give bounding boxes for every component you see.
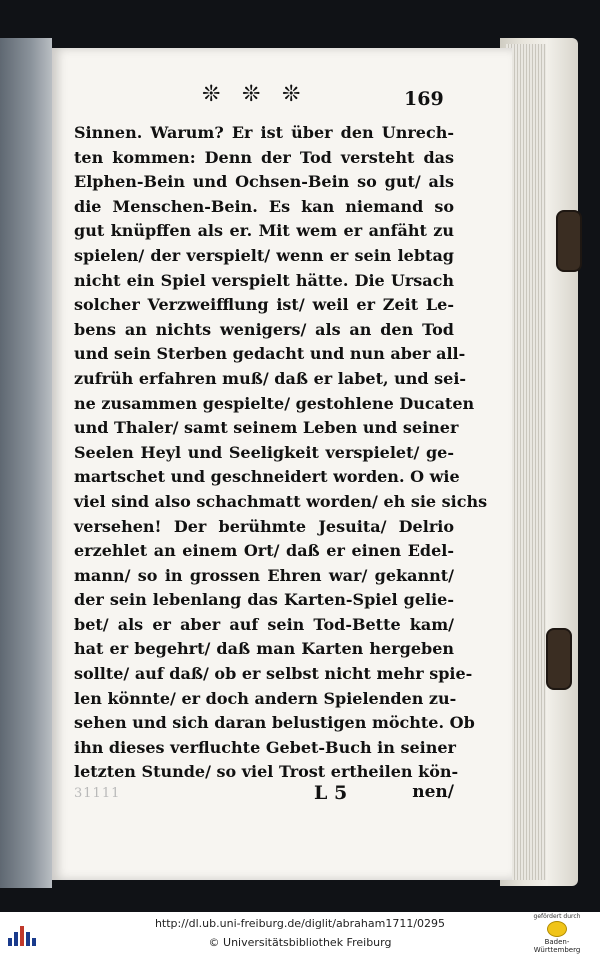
page-header xyxy=(52,82,512,112)
clasp-upper xyxy=(556,210,582,272)
text-line: martschet und geschneidert worden. O wie xyxy=(74,467,460,487)
text-line: hat er begehrt/ daß man Karten hergeben xyxy=(74,639,454,659)
ornament-icon: ❊ xyxy=(282,82,301,107)
text-line: spielen/ der verspielt/ wenn er sein lebtag xyxy=(74,245,454,265)
text-line: der sein lebenlang das Karten-Spiel gelie- xyxy=(74,590,454,610)
front-cover xyxy=(0,38,52,888)
text-line: ten kommen: Denn der Tod versteht das xyxy=(74,147,454,167)
book-page xyxy=(52,48,512,880)
text-line: letzten Stunde/ so viel Trost ertheilen kön- xyxy=(74,762,459,782)
text-line: solcher Verzweifflung ist/ weil er Zeit Le- xyxy=(74,295,454,315)
state-seal-icon xyxy=(547,921,567,937)
clasp-lower xyxy=(546,628,572,690)
catchword: nen/ xyxy=(412,782,454,802)
text-line: bens an nichts wenigers/ als an den Tod xyxy=(74,319,454,339)
page-edges xyxy=(506,44,546,880)
text-line: mann/ so in grossen Ehren war/ gekannt/ xyxy=(74,565,454,585)
text-line: len könnte/ er doch andern Spielenden zu- xyxy=(74,688,457,708)
ornament-icon: ❊ xyxy=(242,82,261,107)
signature-mark: L 5 xyxy=(314,782,348,804)
text-line: und sein Sterben gedacht und nun aber all- xyxy=(74,344,466,364)
text-line: nicht ein Spiel verspielt hätte. Die Ursach xyxy=(74,270,454,290)
text-line: sollte/ auf daß/ ob er selbst nicht mehr spie- xyxy=(74,664,473,684)
ornament-icon: ❊ xyxy=(202,82,221,107)
page-text xyxy=(74,121,488,785)
text-line: viel sind also schachmatt worden/ eh sie sichs xyxy=(74,491,488,511)
faint-mark: 31111 xyxy=(74,786,121,801)
text-line: sehen und sich daran belustigen möchte. Ob xyxy=(74,713,475,733)
permalink-url[interactable]: http://dl.ub.uni-freiburg.de/diglit/abraham1711/0295 xyxy=(154,917,446,930)
text-line: erzehlet an einem Ort/ daß er einen Edel- xyxy=(74,541,454,561)
text-line: ne zusammen gespielte/ gestohlene Ducaten xyxy=(74,393,475,413)
text-line: die Menschen-Bein. Es kan niemand so xyxy=(74,196,454,216)
copyright-text: © Universitätsbibliothek Freiburg xyxy=(208,936,392,949)
page-footer xyxy=(74,782,454,808)
text-line: zufrüh erfahren muß/ daß er labet, und sei- xyxy=(74,368,467,388)
text-line: gut knüpffen als er. Mit wem er anfäht zu xyxy=(74,221,454,241)
page-number: 169 xyxy=(404,88,444,110)
funding-label: gefördert durch xyxy=(533,913,581,920)
funder-name: Baden-Württemberg xyxy=(533,938,581,954)
text-line: Elphen-Bein und Ochsen-Bein so gut/ als xyxy=(74,172,454,192)
text-line: bet/ als er aber auf sein Tod-Bette kam/ xyxy=(74,614,454,634)
funding-badge xyxy=(522,912,592,954)
text-line: Sinnen. Warum? Er ist über den Unrech- xyxy=(74,123,454,142)
text-line: versehen! Der berühmte Jesuita/ Delrio xyxy=(74,516,454,536)
library-footer-bar xyxy=(0,912,600,954)
text-line: ihn dieses verfluchte Gebet-Buch in seiner xyxy=(74,737,456,757)
text-line: Seelen Heyl und Seeligkeit verspielet/ ge- xyxy=(74,442,454,462)
text-line: und Thaler/ samt seinem Leben und seiner xyxy=(74,418,459,438)
